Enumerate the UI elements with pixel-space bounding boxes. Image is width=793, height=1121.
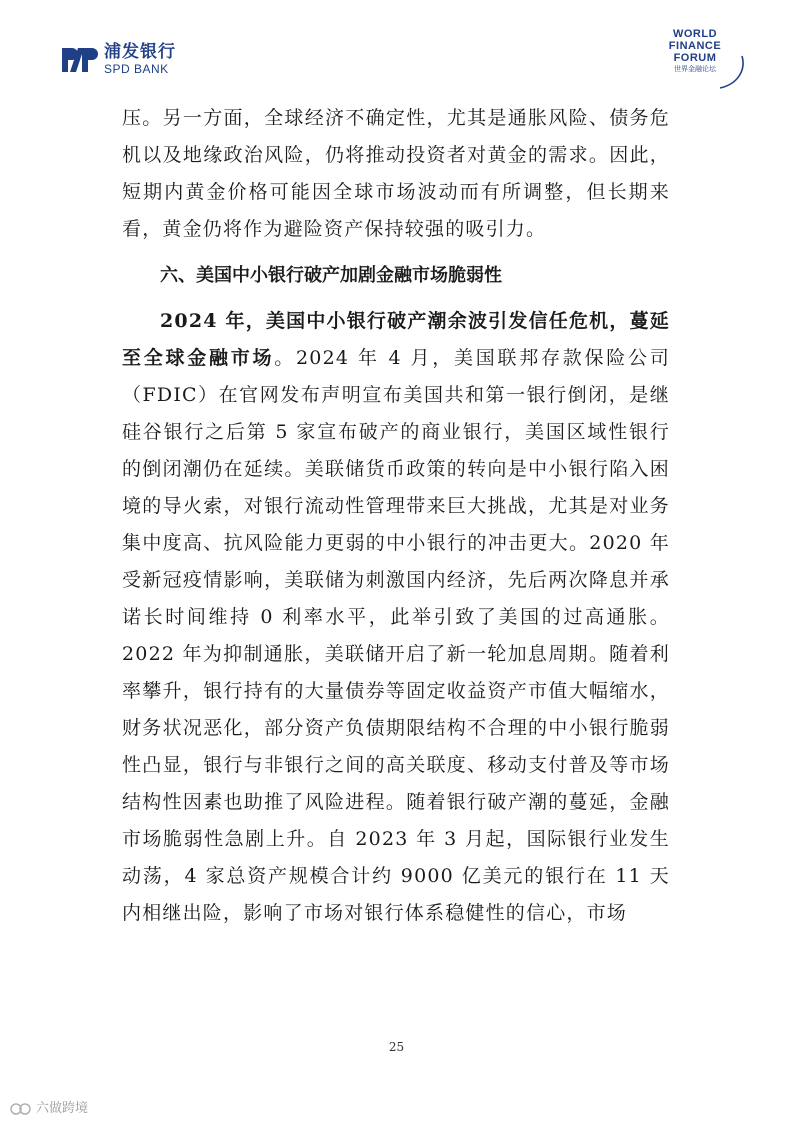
watermark xyxy=(10,1097,88,1116)
document-body xyxy=(122,100,670,932)
watermark-logo-icon xyxy=(10,1102,32,1116)
page-number: 25 xyxy=(388,1040,405,1054)
forum-name-cn: 世界金融论坛 xyxy=(674,65,716,73)
spd-bank-logo-icon xyxy=(58,44,98,76)
paragraph-lead-bold: 2024 年，美国中小银行破产潮余波引发信任危机，蔓延至全球金融市场 xyxy=(122,310,670,369)
watermark-text: 六做跨境 xyxy=(36,1101,89,1116)
page-header xyxy=(0,0,793,100)
forum-line3: FORUM xyxy=(673,52,717,64)
forum-arc-icon xyxy=(712,54,746,90)
forum-line2: FINANCE xyxy=(668,40,722,52)
paragraph-gold: 压。另一方面，全球经济不确定性，尤其是通胀风险、债务危机以及地缘政治风险，仍将推动投资者对黄金的需求。因此，短期内黄金价格可能因全球市场波动而有所调整，但长期来看，黄金仍将作为避险资产保持较强的吸引力。 xyxy=(122,107,670,240)
paragraph-bank-failures xyxy=(122,303,670,932)
bank-name-en: SPD BANK xyxy=(104,62,169,76)
spd-bank-name xyxy=(104,42,176,76)
paragraph-body-text: 。2024 年 4 月，美国联邦存款保险公司（FDIC）在官网发布声明宣布美国共和第一银行倒闭，是继硅谷银行之后第 5 家宣布破产的商业银行，美国区域性银行的倒闭潮仍在延续。美联储货币政策的转向是中小银行陷入困境的导火索，对银行流动性管理带来巨大挑战，尤其是对业务集中度高、抗风险能力更弱的中小银行的冲击更大。2020 年受新冠疫情影响，美联储为刺激国内经济，先后两次降息并承诺长时间维持 0 利率水平，此举引致了美国的过高通胀。2022 年为抑制通胀，美联储开启了新一轮加息周期。随着利率攀升，银行持有的大量债券等固定收益资产市值大幅缩水，财务状况恶化，部分资产负债期限结构不合理的中小银行脆弱性凸显，银行与非银行之间的高关联度、移动支付普及等市场结构性因素也助推了风险进程。随着银行破产潮的蔓延，金融市场脆弱性急剧上升。自 2023 年 3 月起，国际银行业发生动荡，4 家总资产规模合计约 9000 亿美元的银行在 11 天内相继出险，影响了市场对银行体系稳健性的信心，市场 xyxy=(122,347,670,924)
bank-name-cn: 浦发银行 xyxy=(104,42,176,62)
section-heading: 六、美国中小银行破产加剧金融市场脆弱性 xyxy=(160,265,502,286)
world-finance-forum-logo xyxy=(640,28,750,98)
forum-line1: WORLD xyxy=(672,28,718,40)
